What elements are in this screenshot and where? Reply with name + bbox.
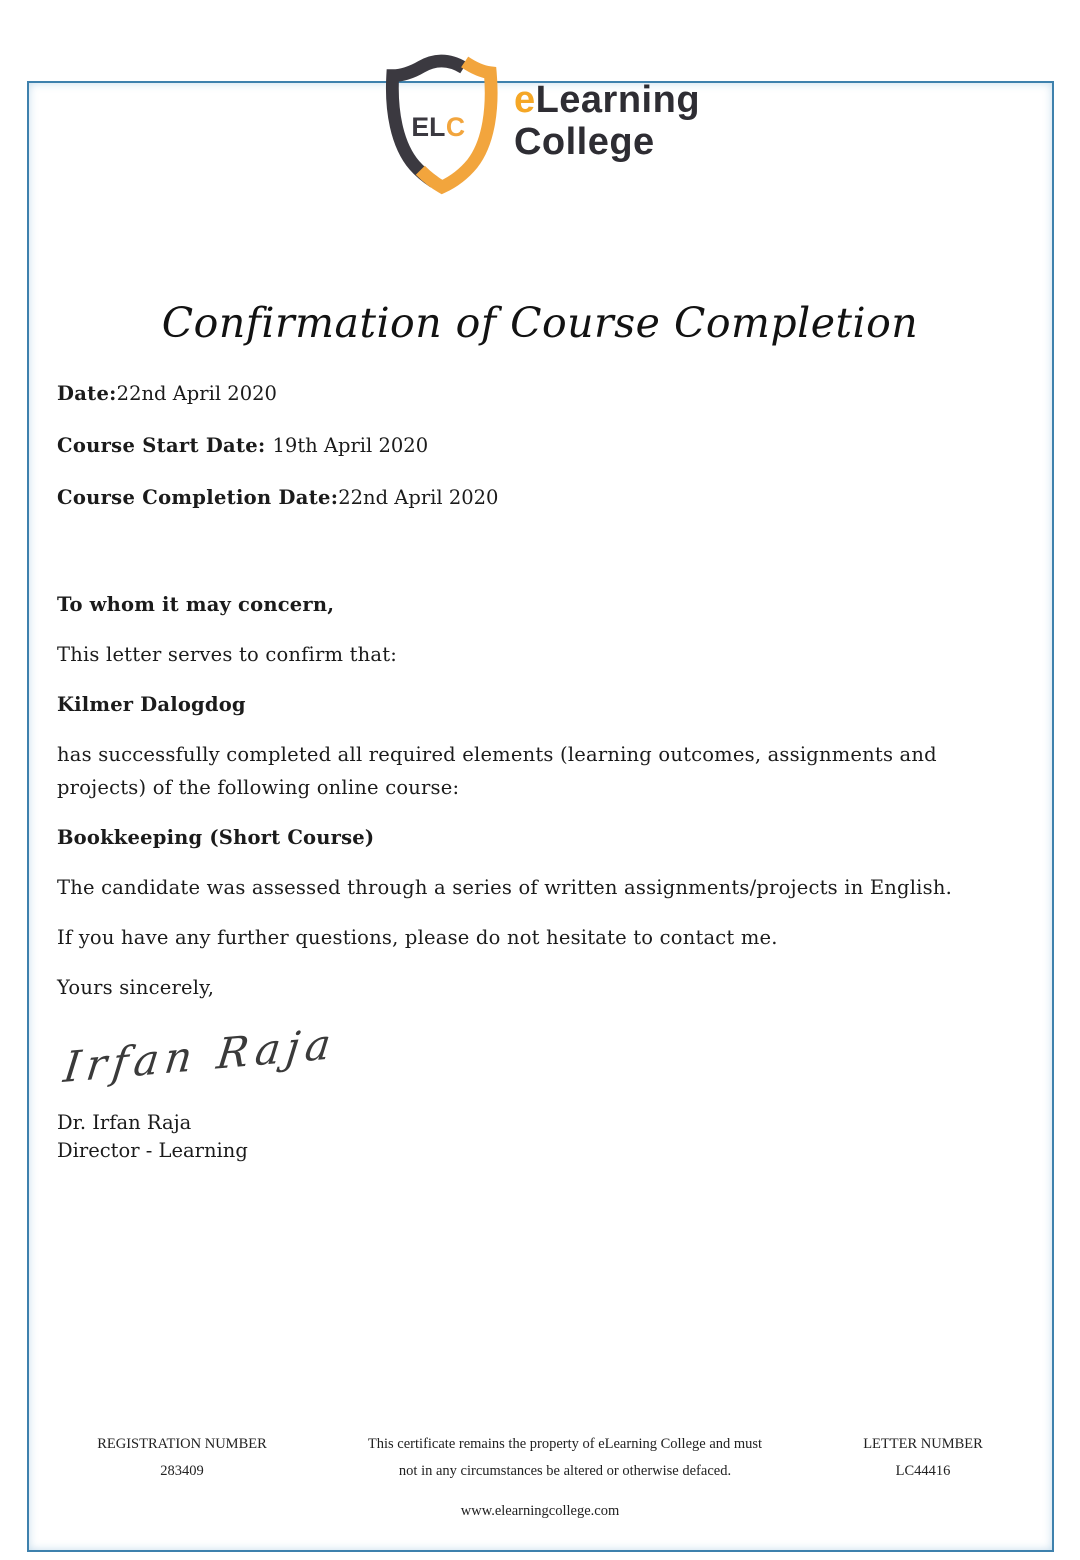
signatory-block [57, 1109, 1023, 1165]
course-start-date-label: Course Start Date: [57, 434, 266, 457]
registration-number-value: 283409 [160, 1463, 204, 1479]
issue-date-label: Date: [57, 382, 117, 405]
property-notice [307, 1431, 823, 1485]
letter-title: Confirmation of Course Completion [161, 299, 919, 347]
student-name: Kilmer Dalogdog [57, 693, 246, 716]
letter-number-label: LETTER NUMBER [863, 1436, 983, 1452]
course-completion-date-value: 22nd April 2020 [338, 486, 499, 509]
logo-wordmark [514, 80, 700, 164]
course-completion-date-label: Course Completion Date: [57, 486, 339, 509]
course-name: Bookkeeping (Short Course) [57, 826, 375, 849]
course-completion-date-line [57, 487, 1023, 508]
meta-dates-block [57, 383, 1023, 508]
logo-wordmark-learning: Learning [535, 79, 701, 122]
issue-date-value: 22nd April 2020 [116, 382, 277, 405]
signatory-name: Dr. Irfan Raja [57, 1111, 192, 1134]
shield-monogram-c: C [445, 111, 466, 142]
footer-columns [57, 1431, 1023, 1485]
handwritten-signature: Irfan Raja [61, 1018, 340, 1093]
elearning-college-logo [380, 55, 700, 189]
website-url: www.elearningcollege.com [460, 1503, 620, 1519]
letter-footer [57, 1431, 1023, 1521]
confirm-line: This letter serves to confirm that: [57, 643, 398, 666]
property-notice-line1: This certificate remains the property of eLearning College and must [367, 1436, 763, 1452]
issue-date-line [57, 383, 1023, 404]
letter-content [0, 55, 1080, 1560]
logo-wordmark-line1 [514, 80, 700, 122]
completion-paragraph: has successfully completed all required elements (learning outcomes, assignments and projects) of the following online course: [57, 743, 937, 799]
elc-split-shield-icon [380, 55, 502, 189]
valediction: Yours sincerely, [57, 976, 215, 999]
logo-wordmark-college: College [513, 121, 655, 163]
registration-number-block [57, 1431, 307, 1485]
questions-line: If you have any further questions, please do not hesitate to contact me. [57, 926, 778, 949]
registration-number-label: REGISTRATION NUMBER [97, 1436, 267, 1452]
letter-number-value: LC44416 [895, 1463, 951, 1479]
letter-body [57, 588, 1023, 1004]
letter-number-block [823, 1431, 1023, 1485]
logo-wordmark-accent-e: e [513, 79, 536, 122]
property-notice-line2: not in any circumstances be altered or otherwise defaced. [398, 1463, 732, 1479]
course-start-date-line [57, 435, 1023, 456]
assessment-line: The candidate was assessed through a series of written assignments/projects in English. [57, 876, 952, 899]
salutation: To whom it may concern, [57, 593, 335, 616]
course-start-date-value: 19th April 2020 [272, 434, 429, 457]
signatory-role: Director - Learning [57, 1139, 248, 1162]
shield-monogram-el: EL [411, 111, 446, 142]
